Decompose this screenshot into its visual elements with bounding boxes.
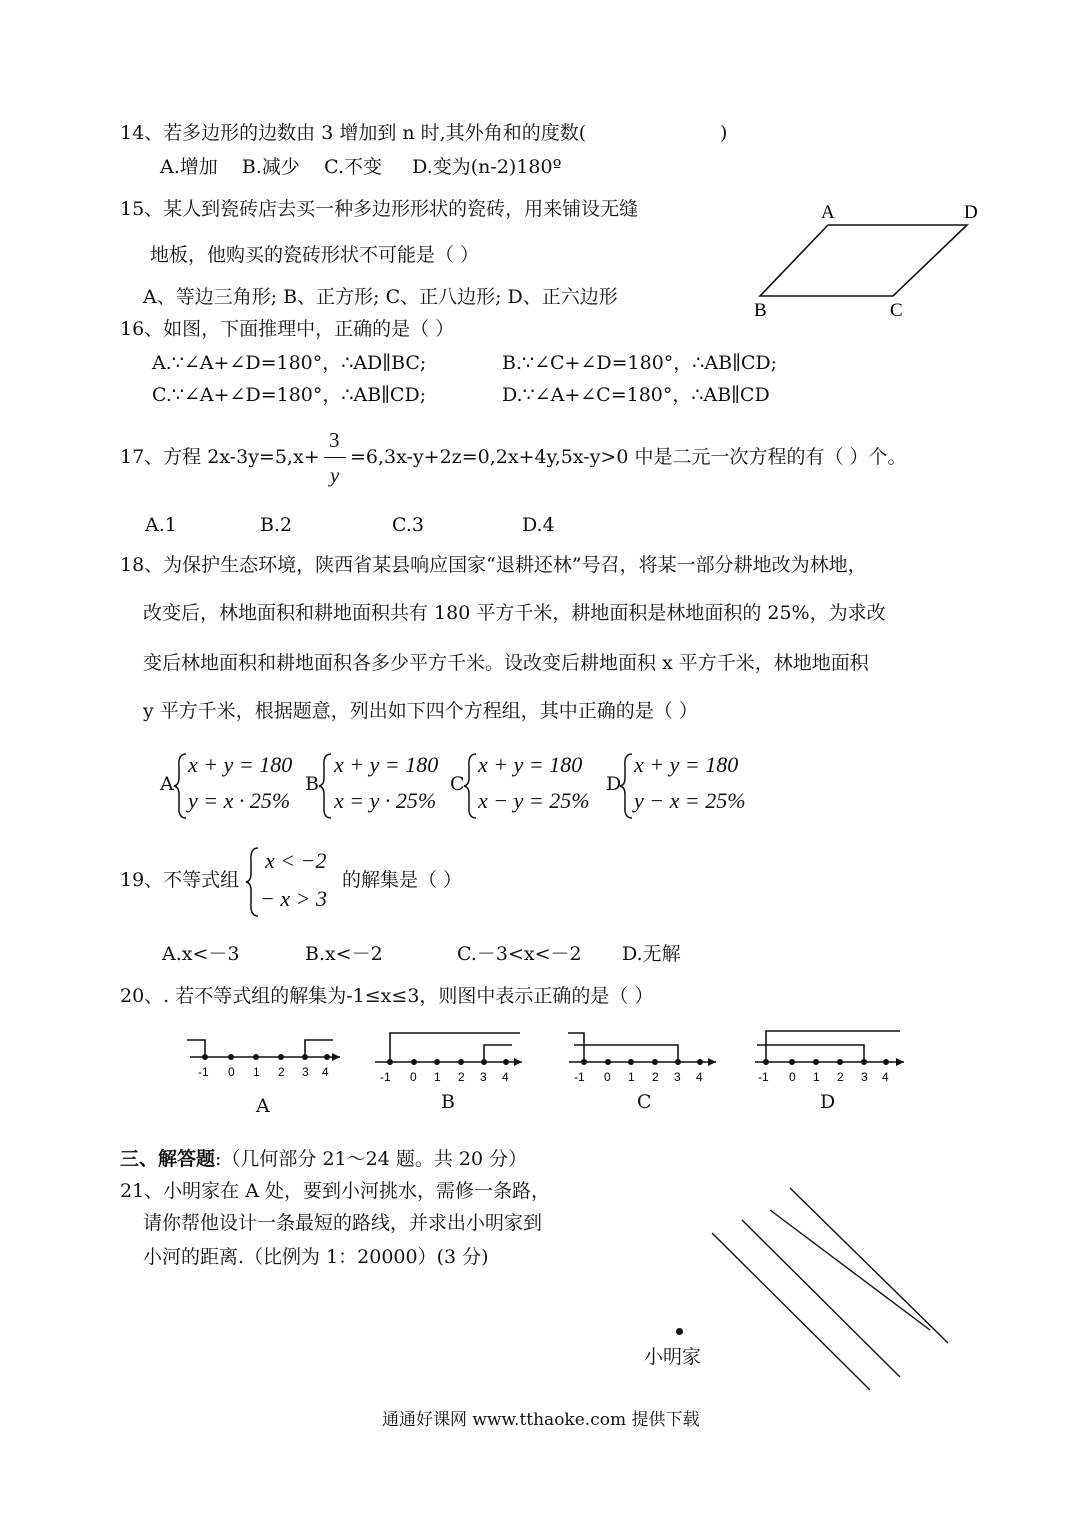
q17-suffix: =6,3x-y+2z=0,2x+4y,5x-y>0 中是二元一次方程的有（ ）个。 [350, 446, 907, 468]
tick-label: 2 [652, 1070, 659, 1084]
tick-label: 0 [410, 1070, 417, 1084]
q21-line1: 21、小明家在 A 处，要到小河挑水，需修一条路， [120, 1180, 550, 1202]
q19-eq2: − x > 3 [260, 886, 327, 911]
tick-label: 2 [458, 1070, 465, 1084]
q18-line3: 变后林地面积和耕地面积各多少平方千米。设改变后耕地面积 x 平方千米，林地地面积 [143, 652, 869, 674]
vertex-label-a: A [821, 202, 835, 223]
q18-line1: 18、为保护生态环境，陕西省某县响应国家“退耕还林”号召，将某一部分耕地改为林地， [120, 554, 867, 576]
tick-label: 1 [434, 1070, 441, 1084]
q16-option-d: D.∵∠A+∠C=180°，∴AB∥CD [502, 384, 770, 406]
q17-option-a: A.1 [145, 514, 177, 536]
q17-fraction-bar [324, 457, 346, 458]
q18-system-b-eq2: x = y · 25% [334, 788, 437, 813]
number-line-a [185, 1030, 345, 1090]
q16-option-b: B.∵∠C+∠D=180°，∴AB∥CD; [502, 352, 778, 374]
number-line-label-a: A [256, 1095, 270, 1117]
q18-system-d-eq2: y − x = 25% [634, 788, 746, 813]
number-line-label-c: C [637, 1091, 652, 1113]
q17-option-c: C.3 [392, 514, 424, 536]
q15-stem-line2: 地板，他购买的瓷砖形状不可能是（ ） [150, 244, 480, 266]
tick-label: 1 [253, 1065, 260, 1079]
tick-label: 0 [228, 1065, 235, 1079]
tick-label: 3 [302, 1065, 309, 1079]
tick-label: 4 [696, 1070, 703, 1084]
river-line [770, 1210, 930, 1330]
tick-label: -1 [380, 1070, 391, 1084]
q15-stem-line1: 15、某人到瓷砖店去买一种多边形形状的瓷砖，用来铺设无缝 [120, 198, 639, 220]
section3-note: :（几何部分 21～24 题。共 20 分） [215, 1148, 528, 1170]
q19-option-b: B.x<－2 [305, 943, 383, 965]
number-line-d [752, 1025, 912, 1090]
q18-brace-c [462, 752, 478, 820]
number-line-label-b: B [441, 1091, 455, 1113]
q17-prefix: 17、方程 2x-3y=5,x+ [120, 446, 320, 468]
q21-line3: 小河的距离.（比例为 1：20000）(3 分) [143, 1246, 489, 1268]
q18-system-b-eq1: x + y = 180 [334, 752, 439, 777]
q18-brace-b [317, 752, 333, 820]
q21-line2: 请你帮他设计一条最短的路线，并求出小明家到 [143, 1212, 543, 1234]
river-line [712, 1233, 870, 1390]
section3-header [120, 1150, 527, 1169]
q18-system-a-eq2: y = x · 25% [188, 788, 291, 813]
q18-system-d-eq1: x + y = 180 [634, 752, 739, 777]
q18-system-label-d: D [606, 773, 622, 795]
q18-system-label-b: B [305, 773, 319, 795]
q19-eq1: x < −2 [265, 848, 327, 873]
tick-label: 3 [480, 1070, 487, 1084]
q19-option-c: C.－3<x<－2 [457, 943, 582, 965]
footer-text: 通通好课网 www.tthaoke.com 提供下载 [382, 1410, 700, 1430]
q18-brace-a [172, 752, 188, 820]
tick-label: 0 [604, 1070, 611, 1084]
q18-brace-d [618, 752, 634, 820]
q17-fraction-numerator: 3 [329, 428, 340, 452]
tick-label: 1 [813, 1070, 820, 1084]
q19-option-d: D.无解 [622, 943, 681, 965]
section3-heading: 三、解答题 [120, 1148, 216, 1170]
tick-label: 4 [502, 1070, 509, 1084]
q14-close-paren: ) [720, 122, 728, 144]
q18-line4: y 平方千米，根据题意，列出如下四个方程组，其中正确的是（ ） [143, 700, 698, 722]
q19-option-a: A.x<－3 [162, 943, 240, 965]
tick-label: 3 [674, 1070, 681, 1084]
q15-options: A、等边三角形; B、正方形; C、正八边形; D、正六边形 [143, 286, 618, 308]
number-line-b [372, 1025, 532, 1090]
q17-option-b: B.2 [260, 514, 293, 536]
tick-label: 0 [789, 1070, 796, 1084]
river-line [790, 1188, 948, 1343]
q20-stem: 20、. 若不等式组的解集为-1≤x≤3，则图中表示正确的是（ ） [120, 985, 654, 1007]
tick-label: 4 [322, 1065, 329, 1079]
tick-label: 4 [882, 1070, 889, 1084]
parallelogram-figure [750, 200, 990, 325]
q14-stem: 14、若多边形的边数由 3 增加到 n 时,其外角和的度数( [120, 122, 587, 144]
q19-brace [244, 846, 260, 918]
q16-option-a: A.∵∠A+∠D=180°，∴AD∥BC; [152, 352, 427, 374]
vertex-label-c: C [890, 300, 903, 321]
tick-label: 1 [628, 1070, 635, 1084]
vertex-label-d: D [964, 202, 978, 223]
number-line-label-d: D [820, 1091, 836, 1113]
tick-label: 3 [861, 1070, 868, 1084]
q18-line2: 改变后，林地面积和耕地面积共有 180 平方千米，耕地面积是林地面积的 25%，为求改 [143, 602, 886, 624]
tick-label: 2 [837, 1070, 844, 1084]
tick-label: 2 [278, 1065, 285, 1079]
river-diagram [700, 1180, 960, 1400]
river-line [742, 1220, 900, 1377]
q18-system-label-a: A [160, 773, 174, 795]
q18-system-c-eq2: x − y = 25% [478, 788, 590, 813]
q16-stem: 16、如图，下面推理中，正确的是（ ） [120, 318, 455, 340]
q18-system-c-eq1: x + y = 180 [478, 752, 583, 777]
home-point [676, 1328, 683, 1335]
q18-system-a-eq1: x + y = 180 [188, 752, 293, 777]
q14-options: A.增加 B.减少 C.不变 D.变为(n-2)180º [160, 156, 562, 178]
q19-suffix: 的解集是（ ） [342, 869, 463, 891]
home-label: 小明家 [644, 1346, 702, 1368]
q19-prefix: 19、不等式组 [120, 869, 240, 891]
vertex-label-b: B [754, 300, 767, 321]
q17-option-d: D.4 [522, 514, 555, 536]
tick-label: -1 [758, 1070, 769, 1084]
number-line-c [566, 1025, 726, 1090]
tick-label: -1 [198, 1065, 209, 1079]
q18-system-label-c: C [450, 773, 465, 795]
q16-option-c: C.∵∠A+∠D=180°，∴AB∥CD; [152, 384, 427, 406]
q17-fraction-denominator: y [330, 463, 340, 487]
tick-label: -1 [574, 1070, 585, 1084]
